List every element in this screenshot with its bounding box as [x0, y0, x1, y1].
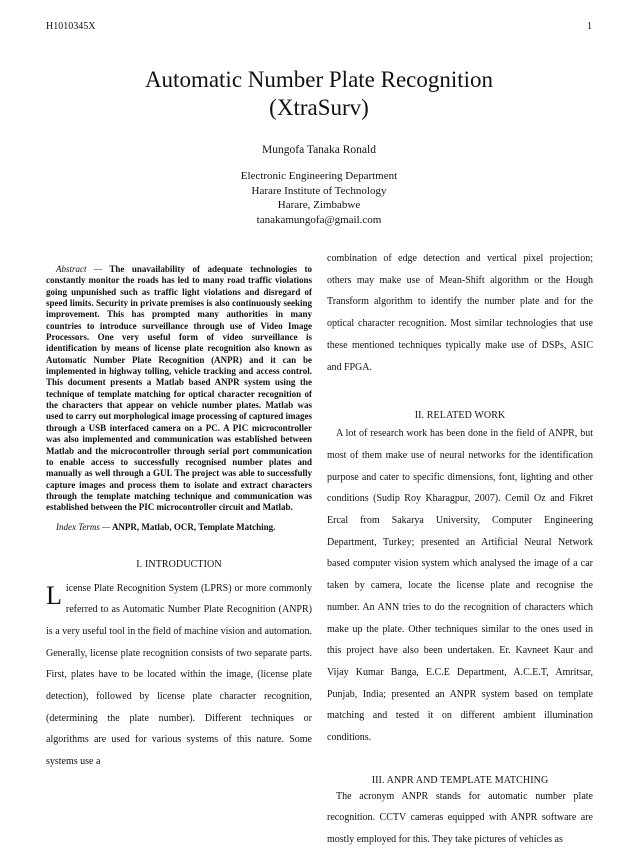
- abstract: [46, 264, 312, 514]
- affiliation-department: Electronic Engineering Department: [240, 170, 398, 182]
- affiliation-location: Harare, Zimbabwe: [277, 199, 361, 211]
- introduction-text: icense Plate Recognition System (LPRS) or more commonly referred to as Automatic Number Plate Recognition (ANPR) is a very useful tool in the field of machine vision and automation. Generally, license plate recognition consists of two separate parts. First, plates have to be located within the image, (license plate detection), followed by license plate character recognition, (determining the plate number). Different techniques or algorithms are used for various systems of this nature. Some systems use a: [46, 582, 312, 768]
- drop-cap: L: [46, 580, 62, 610]
- section-heading-introduction: I. INTRODUCTION: [136, 558, 222, 570]
- title-line-1: Automatic Number Plate Recognition: [144, 67, 494, 92]
- abstract-text: The unavailability of adequate technologies to constantly monitor the roads has led to many road traffic violations going unpunished such as traffic light violations and disregard of speed limits. Security in private premises is also continuously seeking improvement. This has prompted many authorities in many countries to introduce surveillance through use of Video Image Processors. One very useful form of video surveillance is identification by means of license plate recognition also known as Automatic Number Plate Recognition (ANPR) and it can be implemented in highway tolling, vehicle tracking and access control. This document presents a Matlab based ANPR system using the technique of template matching for optical character recognition of the characters that appear on vehicle number plates. Matlab was used to carry out morphological image processing of captured images through a USB interfaced camera on a PC. A PIC microcontroller was also implemented and communication was established between Matlab and the microcontroller through serial port communication to enable access to successfully recognised number plates and manually as well through a GUI. The project was able to successfully capture images and process them to isolate and extract characters through the template matching technique and communication was established between the PIC microcontroller circuit and Matlab.: [46, 264, 312, 513]
- author-name: Mungofa Tanaka Ronald: [262, 144, 376, 156]
- paper-title: [0, 66, 638, 122]
- section-heading-anpr-template-matching: III. ANPR AND TEMPLATE MATCHING: [371, 774, 549, 786]
- anpr-paragraph: The acronym ANPR stands for automatic number plate recognition. CCTV cameras equipped with ANPR software are mostly employed for this. They take pictures of vehicles as: [327, 790, 593, 846]
- affiliation-institute: Harare Institute of Technology: [251, 184, 387, 197]
- index-terms-text: ANPR, Matlab, OCR, Template Matching.: [111, 521, 276, 532]
- affiliation-block: [0, 169, 638, 227]
- section-heading-related-work: II. RELATED WORK: [414, 410, 506, 422]
- introduction-continuation: combination of edge detection and vertical pixel projection; others may make use of Mean-Shift algorithm or the Hough Transform algorithm to identify the number plate and for the optical character recognition. Most similar technologies that use these mentioned techniques typically make use of DSPs, ASIC and FPGA.: [327, 253, 593, 373]
- left-column: [46, 264, 312, 773]
- right-column: [327, 248, 593, 851]
- affiliation-email: tanakamungofa@gmail.com: [256, 213, 382, 226]
- introduction-paragraph: [46, 578, 312, 773]
- abstract-label: Abstract —: [56, 264, 103, 274]
- related-work-paragraph: A lot of research work has been done in the field of ANPR, but most of them make use of neural networks for the identification purpose and cater to specific dimensions, font, lighting and other conditions (Sudip Roy Kharagpur, 2007). Cemil Oz and Fikret Ercal from Sakarya University, Computer Engineering Department, Turkey; presented an Artificial Neural Network based computer vision system which analysed the image of a car taken by camera, locate the license plate and recognise the number. An ANN tries to do the recognition of characters which make up the plate. Other techniques similar to the ones used in this project have also been undertaken. Er. Kavneet Kaur and Vijay Kumar Banga, E.C.E Department, A.C.E.T, Amritsar, Punjab, India; presented an ANPR system based on template matching and tested it on different ambient illumination conditions.: [327, 428, 593, 744]
- title-line-2: (XtraSurv): [269, 95, 369, 120]
- running-header-id: H1010345X: [46, 21, 96, 32]
- index-terms: [46, 522, 312, 533]
- index-terms-label: Index Terms —: [56, 521, 111, 532]
- page-number: 1: [587, 21, 592, 32]
